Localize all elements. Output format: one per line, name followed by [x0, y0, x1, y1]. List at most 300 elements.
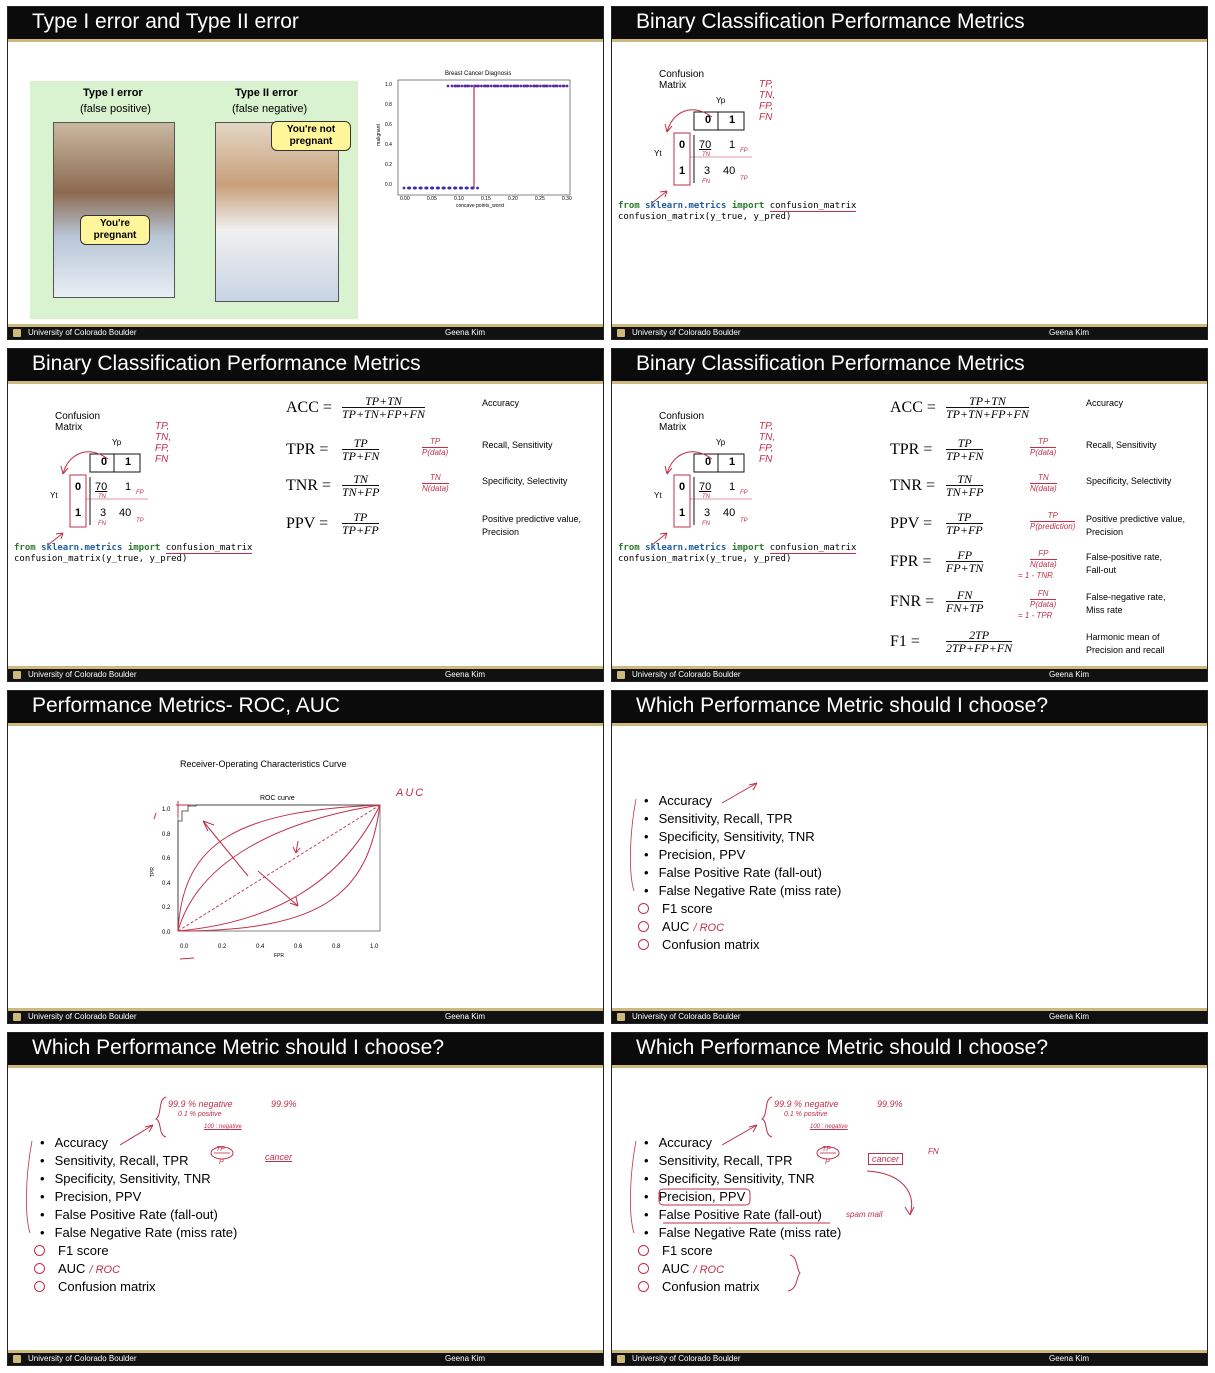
formula-lhs: TNR = — [286, 477, 332, 494]
metric-item — [40, 1279, 156, 1295]
scatter-point — [448, 187, 451, 190]
roc-title: ROC curve — [260, 795, 295, 802]
footer-author: Geena Kim — [1049, 670, 1090, 679]
y-tick-label: 0.4 — [385, 142, 392, 148]
scatter-point — [460, 85, 463, 88]
type2-label: Type II error — [235, 87, 298, 99]
scatter-point — [503, 85, 506, 88]
metric-label: False Positive Rate (fall-out) — [54, 1207, 218, 1222]
roc-ink-note: / ROC — [89, 1264, 121, 1276]
scatter-point — [473, 85, 476, 88]
scatter-point — [436, 187, 439, 190]
cm-col1: 1 — [729, 456, 736, 468]
scatter-point — [476, 85, 479, 88]
scatter-point — [472, 187, 475, 190]
y-tick-label: 0.0 — [385, 182, 392, 188]
scatter-point — [456, 85, 459, 88]
formula-numerator: TP — [342, 511, 379, 524]
metric-label: Specificity, Sensitivity, TNR — [658, 1171, 815, 1186]
formula-desc-line1: False-negative rate, — [1086, 592, 1166, 602]
scatter-point — [532, 85, 535, 88]
scatter-points-malignant — [447, 85, 569, 88]
metric-item — [644, 1171, 815, 1187]
formula-fraction — [946, 549, 983, 575]
roc-sketch-mid — [178, 805, 380, 931]
metric-label: AUC — [662, 1261, 690, 1276]
formula-desc-line1: False-positive rate, — [1086, 552, 1163, 562]
formula-ppv — [286, 511, 596, 541]
scatter-point — [459, 187, 462, 190]
x-tick-label: 0.25 — [535, 196, 545, 202]
bullet-icon: • — [644, 883, 649, 898]
formula-numerator: FN — [946, 589, 983, 602]
footer-author: Geena Kim — [445, 1354, 486, 1363]
circled-check-icon — [34, 1263, 45, 1274]
note-spam: spam mail — [846, 1210, 883, 1219]
x-tick-label: 0.2 — [218, 944, 227, 950]
scatter-point — [413, 187, 416, 190]
scatter-point — [419, 187, 422, 190]
scatter-point — [420, 187, 423, 190]
footer-university: University of Colorado Boulder — [28, 1354, 137, 1363]
metric-label: F1 score — [58, 1243, 109, 1258]
formula-fraction — [342, 473, 379, 499]
cm-cell-fp: 1 — [729, 481, 736, 493]
scatter-point — [454, 187, 457, 190]
bullet-icon: • — [644, 1171, 649, 1186]
scatter-point — [426, 187, 429, 190]
cm-annotation: TP, TN, FP, FN — [155, 421, 172, 465]
scatter-point — [514, 85, 517, 88]
formula-desc-line1: Positive predictive value, — [482, 514, 582, 524]
formula-desc-line1: Accuracy — [482, 398, 520, 408]
y-tick-label: 0.4 — [162, 880, 171, 887]
formula-description — [482, 475, 567, 488]
formula-desc-line2: Precision — [482, 527, 520, 537]
scatter-point — [566, 85, 569, 88]
ink-num: TN — [1030, 473, 1057, 484]
ink-num: TP — [1030, 511, 1075, 522]
metric-item — [644, 1279, 760, 1295]
cm-tag-tp: TP — [740, 518, 748, 524]
y-tick-label: 0.6 — [385, 122, 392, 128]
footer-author: Geena Kim — [1049, 1012, 1090, 1021]
cm-cell-tp: 40 — [723, 507, 736, 519]
footer-university: University of Colorado Boulder — [632, 1012, 741, 1021]
scatter-point — [536, 85, 539, 88]
metric-item — [644, 1243, 713, 1259]
roc-ink-note: / ROC — [693, 1264, 725, 1276]
code-from: from — [14, 543, 36, 553]
cm-annotation: TP, TN, FP, FN — [759, 79, 776, 123]
formula-description — [1086, 551, 1162, 577]
scatter-point — [457, 85, 460, 88]
formula-description — [482, 439, 553, 452]
ink-den: N(data) — [1030, 484, 1057, 493]
scatter-title: Breast Cancer Diagnosis — [445, 71, 512, 77]
scatter-point — [465, 187, 468, 190]
metric-item — [644, 865, 822, 881]
formula-fraction — [946, 473, 983, 499]
formula-lhs: ACC = — [286, 399, 332, 416]
cm-tag-fn: FN — [98, 521, 106, 527]
x-tick-label: 0.10 — [454, 196, 464, 202]
scatter-point — [466, 187, 469, 190]
formula-numerator: TN — [342, 473, 379, 486]
formula-lhs: PPV = — [286, 515, 329, 532]
formula-lhs: ACC = — [890, 399, 936, 416]
note-ratio: 100 : negative — [810, 1124, 848, 1130]
scatter-point — [496, 85, 499, 88]
circled-check-icon — [638, 939, 649, 950]
metric-label: Specificity, Sensitivity, TNR — [658, 829, 815, 844]
scatter-point — [507, 85, 510, 88]
cm-tag-fp: FP — [740, 490, 748, 496]
scatter-point — [430, 187, 433, 190]
bullet-icon: • — [644, 1225, 649, 1240]
code-module: sklearn.metrics — [645, 201, 727, 211]
scatter-point — [442, 187, 445, 190]
scatter-point — [453, 187, 456, 190]
note-positive: 0.1 % positive — [178, 1111, 222, 1118]
scatter-point — [470, 85, 473, 88]
note-negative: 99.9 % negative — [168, 1099, 233, 1109]
formula-desc-line2: Miss rate — [1086, 605, 1123, 615]
cm-row1: 1 — [679, 507, 686, 519]
formula-denominator: TP+FN — [946, 449, 984, 463]
formula-desc-line1: Positive predictive value, — [1086, 514, 1186, 524]
slide-choose-metric-1 — [611, 690, 1208, 1024]
footer-university: University of Colorado Boulder — [632, 1354, 741, 1363]
footer-university: University of Colorado Boulder — [28, 1012, 137, 1021]
metric-item — [40, 1171, 211, 1187]
bullet-icon: • — [40, 1225, 45, 1240]
x-tick-label: 0.15 — [481, 196, 491, 202]
metric-item — [644, 937, 760, 953]
cm-yt-label: Yt — [654, 149, 662, 158]
scatter-point — [425, 187, 428, 190]
ink-num: TP — [422, 437, 448, 448]
ink-ratio — [422, 473, 449, 494]
metric-label: Precision, PPV — [54, 1189, 142, 1204]
formula-fnr — [890, 589, 1200, 619]
circled-check-icon — [638, 1245, 649, 1256]
scatter-point — [407, 187, 410, 190]
formula-desc-line1: Accuracy — [1086, 398, 1124, 408]
slide-binary-metrics-3 — [611, 348, 1208, 682]
cm-heading: Confusion Matrix — [659, 69, 705, 91]
scatter-point — [484, 85, 487, 88]
bullet-icon: • — [644, 847, 649, 862]
formula-fraction — [946, 511, 983, 537]
metric-label: Confusion matrix — [662, 1279, 760, 1294]
cm-tag-tp: TP — [740, 176, 748, 182]
formula-numerator: TP+TN — [946, 395, 1029, 408]
footer — [8, 1011, 603, 1023]
footer — [612, 327, 1207, 339]
bullet-icon: • — [40, 1189, 45, 1204]
scatter-point — [463, 85, 466, 88]
scatter-point — [464, 85, 467, 88]
bullet-icon: • — [644, 1189, 649, 1204]
metric-item — [644, 847, 745, 863]
slide-binary-metrics-2 — [7, 348, 604, 682]
ink-den: N(data) — [422, 484, 449, 493]
scatter-point — [449, 187, 452, 190]
cm-yp-label: Yp — [716, 438, 726, 447]
formula-tpr — [890, 437, 1200, 467]
footer-university: University of Colorado Boulder — [632, 328, 741, 337]
circled-check-icon — [638, 921, 649, 932]
bullet-icon: • — [644, 1153, 649, 1168]
metric-label: False Positive Rate (fall-out) — [658, 865, 822, 880]
scatter-point — [467, 85, 470, 88]
cm-annotation: TP, TN, FP, FN — [759, 421, 776, 465]
scatter-point — [553, 85, 556, 88]
note-fn: FN — [928, 1147, 939, 1156]
y-tick-label: 1.0 — [162, 807, 171, 813]
formula-acc — [890, 395, 1200, 425]
formula-lhs: FNR = — [890, 593, 935, 610]
scatter-point — [522, 85, 525, 88]
formula-numerator: TP — [342, 437, 379, 450]
formula-tnr — [890, 473, 1200, 503]
y-tick-label: 0.6 — [162, 856, 171, 862]
slide-title: Which Performance Metric should I choose? — [612, 691, 1207, 723]
note-ratio: 100 : negative — [204, 1124, 242, 1130]
scatter-point — [447, 85, 450, 88]
scatter-point — [436, 187, 439, 190]
slide-roc-auc — [7, 690, 604, 1024]
formula-denominator: TN+FP — [342, 485, 380, 499]
roc-sketch-low — [178, 805, 380, 931]
x-tick-label: 0.30 — [562, 196, 572, 202]
formula-denominator: TP+FN — [342, 449, 380, 463]
scatter-point — [556, 85, 559, 88]
formula-description — [1086, 513, 1185, 539]
scatter-point — [506, 85, 509, 88]
cu-logo-icon — [617, 671, 625, 679]
formula-description — [482, 513, 581, 539]
bullet-icon: • — [40, 1135, 45, 1150]
scatter-point — [523, 85, 526, 88]
code-module: sklearn.metrics — [41, 543, 123, 553]
formula-fraction — [946, 589, 983, 615]
cm-cell-fp: 1 — [729, 139, 736, 151]
scatter-point — [562, 85, 565, 88]
metric-label: AUC — [662, 919, 690, 934]
scatter-point — [460, 187, 463, 190]
formula-description — [1086, 631, 1165, 657]
ink-ratio — [1030, 589, 1056, 610]
metric-item — [40, 1207, 218, 1223]
y-tick-label: 1.0 — [385, 82, 392, 88]
ink-den: P(data) — [1030, 600, 1057, 609]
arrow-down-right — [258, 871, 298, 906]
scatter-point — [490, 85, 493, 88]
metric-item — [40, 1189, 141, 1205]
scatter-point — [437, 187, 440, 190]
scatter-point — [454, 85, 457, 88]
x-tick-label: 0.6 — [294, 944, 303, 950]
circled-check-icon — [638, 903, 649, 914]
note-cancer: cancer — [265, 1152, 293, 1162]
metric-item — [644, 829, 815, 845]
formula-numerator: TP — [946, 511, 983, 524]
type1-label: Type I error — [83, 87, 143, 99]
metric-item — [644, 883, 841, 899]
formula-fraction — [342, 437, 379, 463]
scatter-point — [483, 85, 486, 88]
formula-description — [1086, 397, 1123, 410]
formula-fraction — [946, 629, 1012, 655]
formula-fraction — [946, 395, 1029, 421]
slide-choose-metric-3 — [611, 1032, 1208, 1366]
footer — [612, 1011, 1207, 1023]
bullet-icon: • — [40, 1171, 45, 1186]
bullet-icon: • — [644, 811, 649, 826]
cu-logo-icon — [13, 1013, 21, 1021]
cm-row1: 1 — [75, 507, 82, 519]
scatter-point — [408, 187, 411, 190]
metric-item — [40, 1153, 188, 1169]
metric-label: Accuracy — [658, 793, 713, 808]
scatter-point — [466, 85, 469, 88]
scatter-point — [542, 85, 545, 88]
scatter-point — [448, 187, 451, 190]
code-line-1 — [618, 201, 856, 211]
formula-lhs: TPR = — [286, 441, 329, 458]
cm-tag-fp: FP — [136, 490, 144, 496]
y-tick-label: 0.0 — [162, 929, 171, 936]
scatter-point — [525, 85, 528, 88]
footer-author: Geena Kim — [445, 1012, 486, 1021]
cu-logo-icon — [617, 1013, 625, 1021]
slide-choose-metric-2 — [7, 1032, 604, 1366]
formula-lhs: F1 = — [890, 633, 920, 650]
scatter-point — [437, 187, 440, 190]
formula-tpr — [286, 437, 596, 467]
ink-num: TN — [422, 473, 449, 484]
confusion-block — [612, 7, 1208, 340]
slide-title: Binary Classification Performance Metrics — [8, 349, 603, 381]
footer-author: Geena Kim — [1049, 1354, 1090, 1363]
metric-item — [644, 1261, 724, 1278]
footer-author: Geena Kim — [445, 328, 486, 337]
code-function: confusion_matrix — [769, 543, 857, 553]
scatter-point — [442, 187, 445, 190]
metric-label: False Negative Rate (miss rate) — [658, 883, 842, 898]
formula-fraction — [342, 511, 379, 537]
metric-label: Sensitivity, Recall, TPR — [54, 1153, 189, 1168]
slide-binary-metrics-1 — [611, 6, 1208, 340]
scatter-point — [431, 187, 434, 190]
scatter-point — [424, 187, 427, 190]
cm-row0: 0 — [679, 481, 686, 493]
cu-logo-icon — [13, 671, 21, 679]
scatter-point — [474, 85, 477, 88]
formula-tnr — [286, 473, 596, 503]
footer-author: Geena Kim — [1049, 328, 1090, 337]
cm-yp-label: Yp — [716, 96, 726, 105]
metric-item — [40, 1243, 109, 1259]
bullet-icon: • — [40, 1153, 45, 1168]
scatter-point — [516, 85, 519, 88]
x-tick-label: 0.20 — [508, 196, 518, 202]
formula-desc-line2: Precision — [1086, 527, 1124, 537]
formula-desc-line2: Fall-out — [1086, 565, 1117, 575]
formula-denominator: TN+FP — [946, 485, 984, 499]
formula-numerator: 2TP — [946, 629, 1012, 642]
footer — [8, 669, 603, 681]
footer-university: University of Colorado Boulder — [28, 670, 137, 679]
slide-title: Which Performance Metric should I choose? — [612, 1033, 1207, 1065]
scatter-point — [413, 187, 416, 190]
cm-col0: 0 — [101, 456, 108, 468]
scatter-point — [419, 187, 422, 190]
cm-cell-fn: 3 — [704, 165, 711, 177]
tp-over-p-num: TP — [822, 1146, 831, 1153]
formula-denominator: 2TP+FP+FN — [946, 641, 1013, 655]
cm-cell-fp: 1 — [125, 481, 132, 493]
cm-yp-label: Yp — [112, 438, 122, 447]
roc-ink-note: / ROC — [693, 922, 725, 934]
code-from: from — [618, 201, 640, 211]
ink-den: P(data) — [1030, 448, 1057, 457]
scatter-point — [555, 85, 558, 88]
formula-ppv — [890, 511, 1200, 541]
cu-logo-icon — [13, 1355, 21, 1363]
cm-col1: 1 — [125, 456, 132, 468]
formula-description — [1086, 439, 1157, 452]
code-from: from — [618, 543, 640, 553]
formula-fpr — [890, 549, 1200, 579]
scatter-point — [447, 187, 450, 190]
cm-col1: 1 — [729, 114, 736, 126]
metric-label: Confusion matrix — [662, 937, 760, 952]
formula-desc-line1: Recall, Sensitivity — [482, 440, 553, 450]
note-pct: 99.9% — [271, 1099, 297, 1109]
formula-description — [1086, 475, 1171, 488]
roc-ylabel: TPR — [150, 867, 156, 877]
code-import: import — [731, 201, 765, 211]
scatter-point — [414, 187, 417, 190]
scatter-point — [476, 187, 479, 190]
metric-label: Confusion matrix — [58, 1279, 156, 1294]
bullet-icon: • — [40, 1207, 45, 1222]
scatter-point — [471, 187, 474, 190]
metric-item — [644, 1207, 822, 1223]
code-import: import — [731, 543, 765, 553]
scatter-point — [454, 187, 457, 190]
slide-title: Type I error and Type II error — [8, 7, 603, 39]
cm-row0: 0 — [679, 139, 686, 151]
type1-bubble: You're pregnant — [80, 215, 150, 245]
metric-label: Specificity, Sensitivity, TNR — [54, 1171, 211, 1186]
scatter-point — [477, 85, 480, 88]
formula-desc-line1: Recall, Sensitivity — [1086, 440, 1157, 450]
formula-desc-line2: Precision and recall — [1086, 645, 1165, 655]
formula-description — [482, 397, 519, 410]
y-tick-label: 0.8 — [385, 102, 392, 108]
slide-type-errors — [7, 6, 604, 340]
metric-label: False Negative Rate (miss rate) — [658, 1225, 842, 1240]
formula-denominator: TP+TN+FP+FN — [946, 407, 1029, 421]
scatter-point — [513, 85, 516, 88]
metric-label: Sensitivity, Recall, TPR — [658, 1153, 793, 1168]
scatter-point — [459, 187, 462, 190]
y-tick-label: 0.8 — [162, 831, 171, 838]
